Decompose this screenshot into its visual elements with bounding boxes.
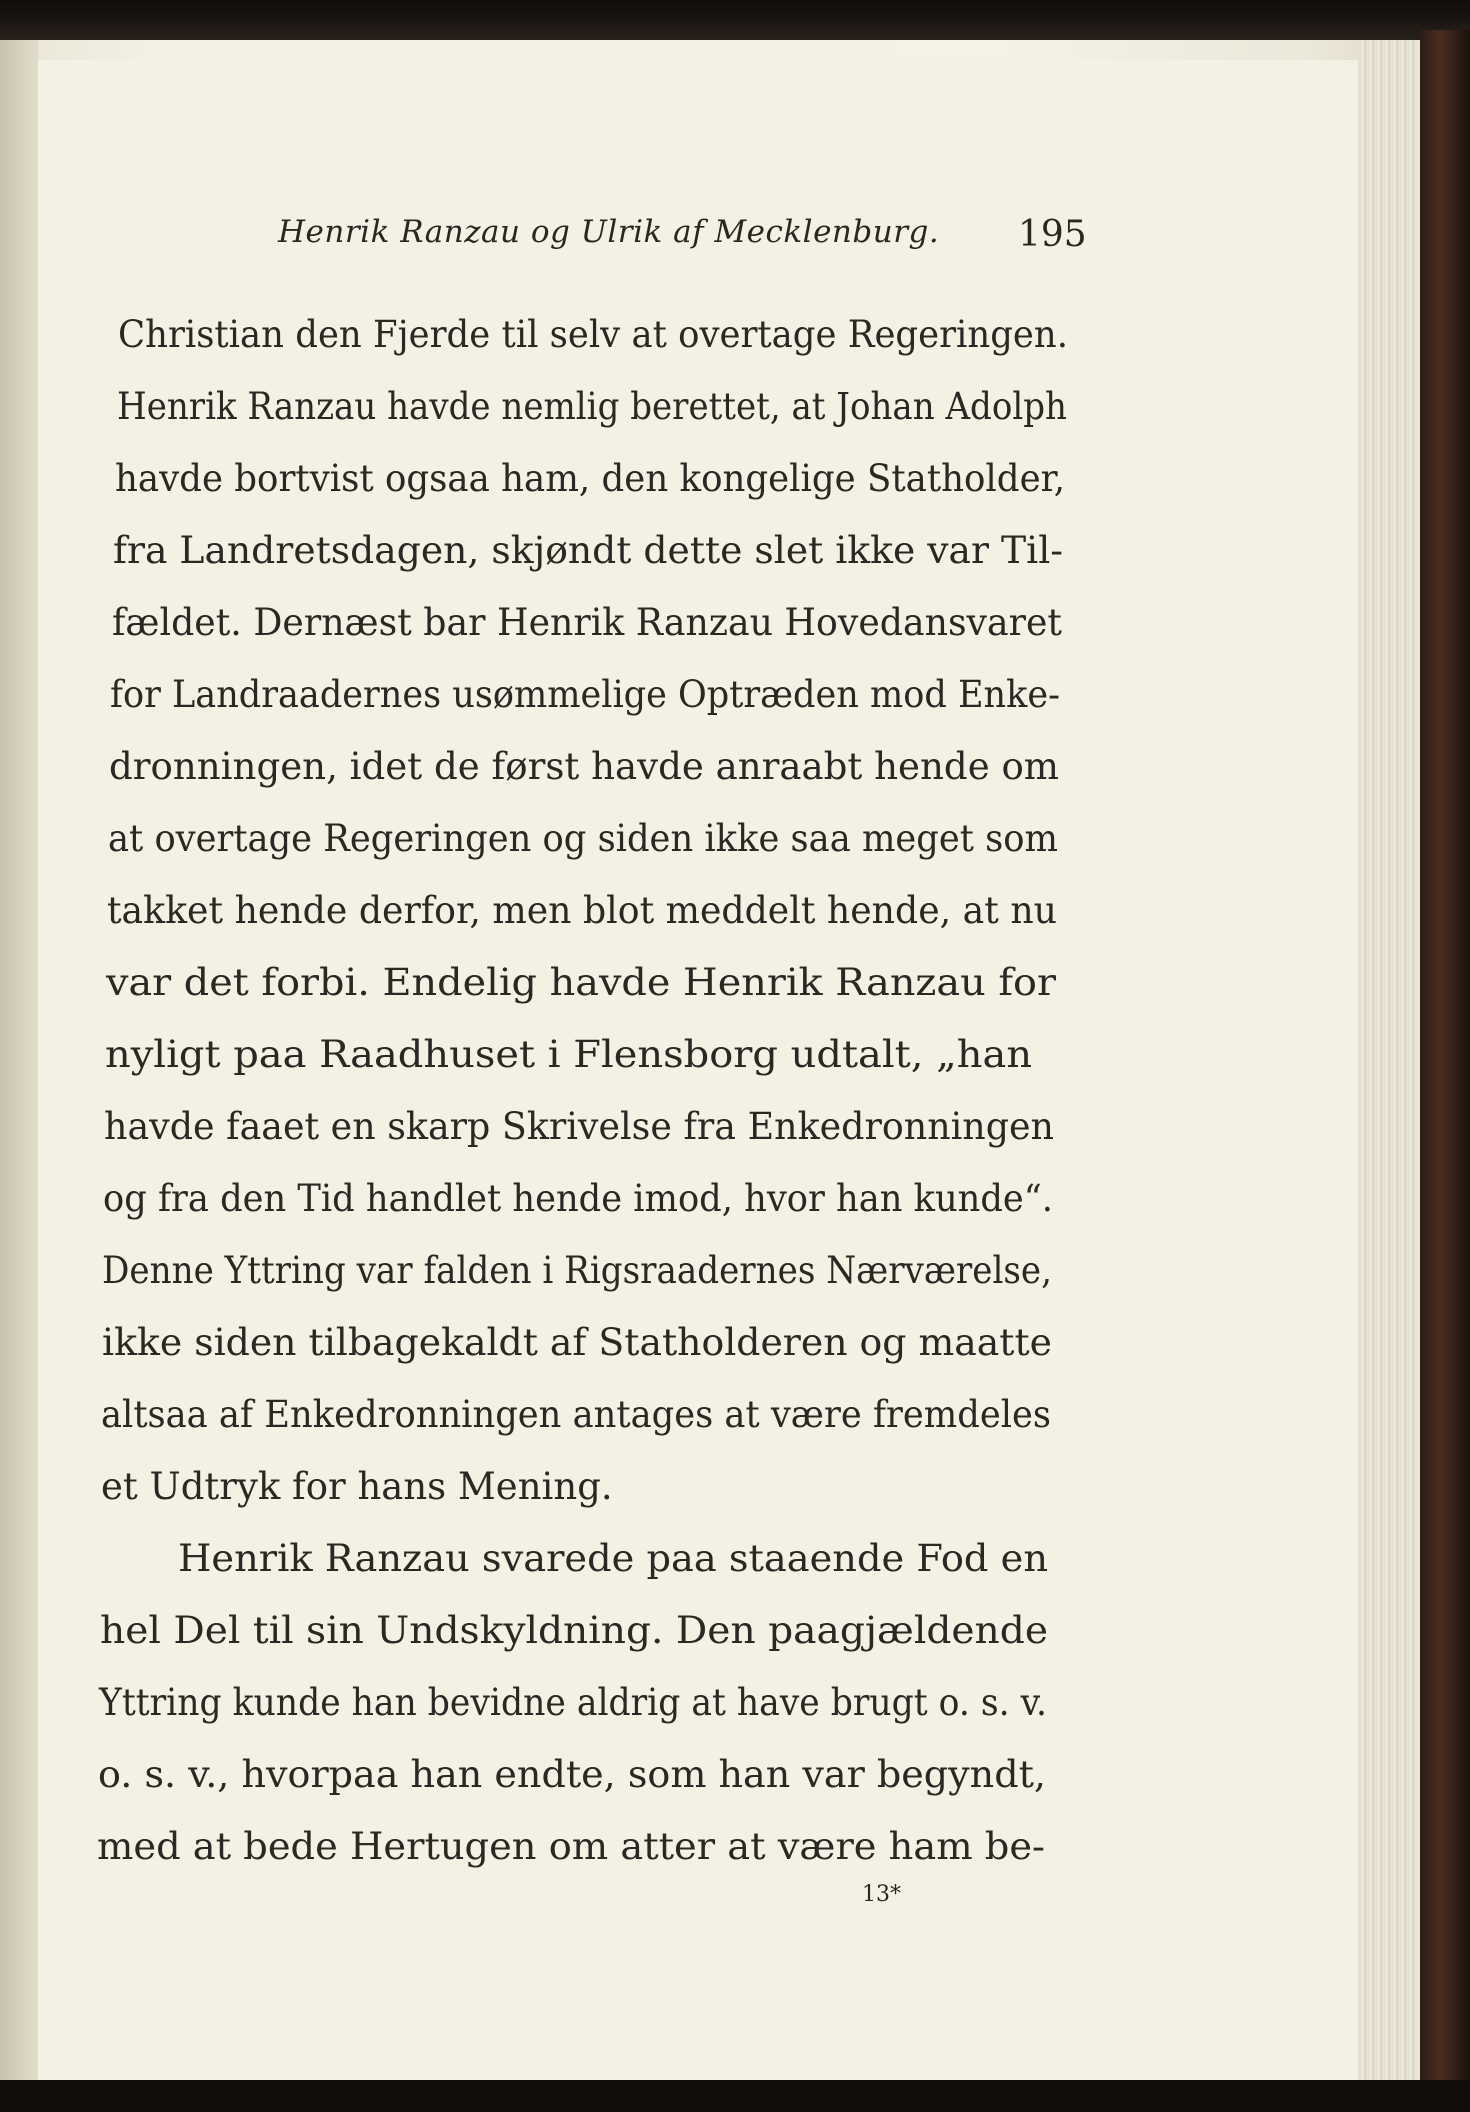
text-line: dronningen, idet de først havde anraabt hende om (109, 745, 1059, 788)
text-line: et Udtryk for hans Mening. (101, 1465, 613, 1508)
page-number: 195 (1018, 214, 1087, 255)
book-binding-right (1420, 30, 1470, 2112)
text-line: med at bede Hertugen om atter at være ham be- (97, 1825, 1045, 1868)
signature-mark: 13* (862, 1882, 901, 1907)
text-line: o. s. v., hvorpaa han endte, som han var begyndt, (98, 1753, 1046, 1796)
text-line: ikke siden tilbagekaldt af Statholderen og maatte (102, 1321, 1052, 1364)
text-line: fældet. Dernæst bar Henrik Ranzau Hovedansvaret (112, 601, 1062, 644)
text-line: havde faaet en skarp Skrivelse fra Enkedronningen (104, 1105, 1054, 1148)
running-head: Henrik Ranzau og Ulrik af Mecklenburg. (278, 214, 940, 250)
text-line: at overtage Regeringen og siden ikke saa meget som (108, 817, 1058, 860)
text-line: hel Del til sin Undskyldning. Den paagjældende (100, 1609, 1048, 1652)
text-line: Henrik Ranzau svarede paa staaende Fod en (178, 1537, 1048, 1580)
text-line: var det forbi. Endelig havde Henrik Ranzau for (106, 961, 1056, 1004)
page-edges (1360, 40, 1420, 2080)
text-line: for Landraadernes usømmelige Optræden mod Enke- (110, 673, 1060, 716)
book-binding-bottom (0, 2080, 1470, 2112)
text-line: Yttring kunde han bevidne aldrig at have brugt o. s. v. (99, 1681, 1047, 1724)
text-line: havde bortvist ogsaa ham, den kongelige Statholder, (115, 457, 1065, 500)
text-line: Denne Yttring var falden i Rigsraadernes Nærværelse, (102, 1249, 1052, 1292)
text-line: takket hende derfor, men blot meddelt hende, at nu (107, 889, 1057, 932)
text-line: Henrik Ranzau havde nemlig berettet, at Johan Adolph (117, 385, 1067, 428)
gutter-strip (0, 40, 38, 2080)
text-line: og fra den Tid handlet hende imod, hvor han kunde“. (103, 1177, 1053, 1220)
text-line: nyligt paa Raadhuset i Flensborg udtalt, „han (105, 1033, 1033, 1076)
page-header (278, 208, 1087, 268)
text-line: fra Landretsdagen, skjøndt dette slet ikke var Til- (113, 529, 1063, 572)
book-binding-top (0, 0, 1470, 44)
text-line: altsaa af Enkedronningen antages at være fremdeles (101, 1393, 1051, 1436)
text-line: Christian den Fjerde til selv at overtage Regeringen. (118, 313, 1068, 356)
